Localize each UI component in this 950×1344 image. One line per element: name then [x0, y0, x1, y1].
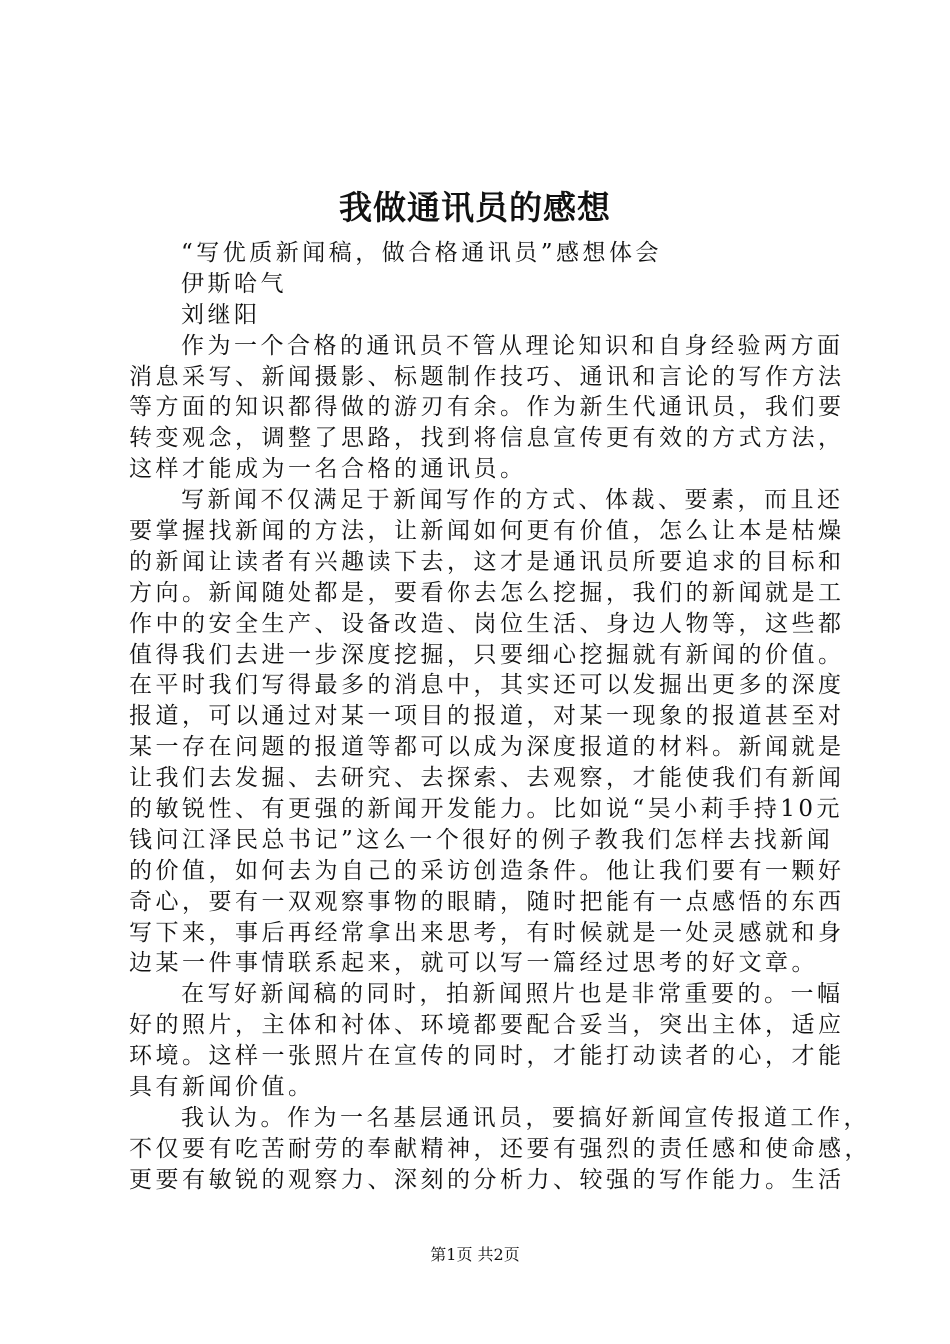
text-line: 方向。新闻随处都是，要看你去怎么挖掘，我们的新闻就是工 [129, 579, 845, 606]
page-number: 第1页 共2页 [430, 1245, 520, 1264]
text-line: 好的照片，主体和衬体、环境都要配合妥当，突出主体，适应 [129, 1012, 845, 1039]
text-line: 奇心，要有一双观察事物的眼睛，随时把能有一点感悟的东西 [129, 888, 845, 915]
subtitle: “写优质新闻稿，做合格通讯员”感想体会 [181, 240, 663, 266]
text-line: 让我们去发掘、去研究、去探索、去观察，才能使我们有新闻 [129, 765, 845, 792]
text-line: 等方面的知识都得做的游刃有余。作为新生代通讯员，我们要 [129, 394, 845, 421]
text-line: 消息采写、新闻摄影、标题制作技巧、通讯和言论的写作方法 [129, 363, 845, 390]
text-line: 报道，可以通过对某一项目的报道，对某一现象的报道甚至对 [129, 703, 845, 730]
text-line: 的敏锐性、有更强的新闻开发能力。比如说“吴小莉手持10元 [129, 796, 844, 823]
text-line: 的价值，如何去为自己的采访创造条件。他让我们要有一颗好 [129, 857, 845, 884]
text-line: 钱问江泽民总书记”这么一个很好的例子教我们怎样去找新闻 [129, 826, 834, 853]
text-line: 某一存在问题的报道等都可以成为深度报道的材料。新闻就是 [129, 734, 845, 761]
text-line: 更要有敏锐的观察力、深刻的分析力、较强的写作能力。生活 [129, 1166, 845, 1193]
text-line: 边某一件事情联系起来，就可以写一篇经过思考的好文章。 [129, 950, 818, 977]
text-line: 我认为。作为一名基层通讯员，要搞好新闻宣传报道工作， [181, 1104, 870, 1131]
text-line: 写新闻不仅满足于新闻写作的方式、体裁、要素，而且还 [181, 487, 844, 514]
text-line: 不仅要有吃苦耐劳的奉献精神，还要有强烈的责任感和使命感， [129, 1135, 871, 1162]
text-line: 要掌握找新闻的方法，让新闻如何更有价值，怎么让本是枯燥 [129, 518, 845, 545]
text-line: 转变观念，调整了思路，找到将信息宣传更有效的方式方法， [129, 425, 845, 452]
document-body [129, 238, 871, 1196]
text-line: 环境。这样一张照片在宣传的同时，才能打动读者的心，才能 [129, 1043, 845, 1070]
text-line: 的新闻让读者有兴趣读下去，这才是通讯员所要追求的目标和 [129, 548, 845, 575]
document-title: 我做通讯员的感想 [339, 188, 611, 227]
text-line: 在平时我们写得最多的消息中，其实还可以发掘出更多的深度 [129, 672, 845, 699]
text-line: 作中的安全生产、设备改造、岗位生活、身边人物等，这些都 [129, 610, 845, 637]
text-line: 在写好新闻稿的同时，拍新闻照片也是非常重要的。一幅 [181, 981, 844, 1008]
text-line: 这样才能成为一名合格的通讯员。 [129, 456, 527, 483]
text-line: 值得我们去进一步深度挖掘，只要细心挖掘就有新闻的价值。 [129, 641, 845, 668]
author: 刘继阳 [181, 301, 261, 328]
text-line: 写下来，事后再经常拿出来思考，有时候就是一处灵感就和身 [129, 919, 845, 946]
text-line: 作为一个合格的通讯员不管从理论知识和自身经验两方面 [181, 332, 844, 359]
organization: 伊斯哈气 [181, 270, 287, 297]
text-line: 具有新闻价值。 [129, 1074, 315, 1101]
